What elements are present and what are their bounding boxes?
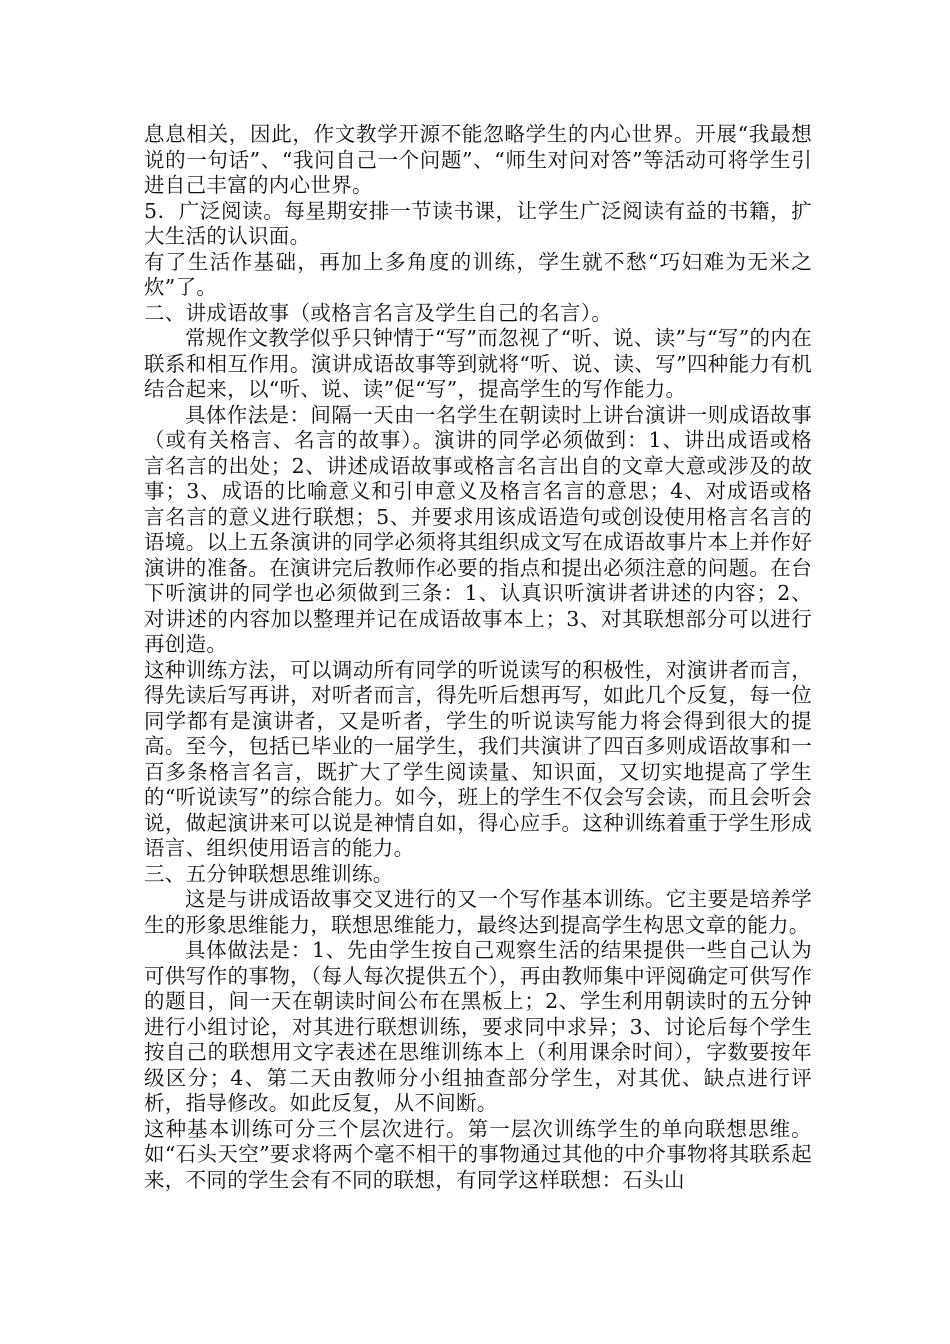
paragraph-three-levels: 这种基本训练可分三个层次进行。第一层次训练学生的单向联想思维。如“石头天空”要求将两个毫不相干的事物通过其他的中介事物将其联系起来，不同的学生会有不同的联想，有同学这样联想：石头山 (144, 1116, 812, 1192)
paragraph-association-method: 具体做法是：1、先由学生按自己观察生活的结果提供一些自己认为可供写作的事物，（每人每次提供五个），再由教师集中评阅确定可供写作的题目，间一天在朝读时间公布在黑板上；2、学生利用朝读时的五分钟进行小组讨论，对其进行联想训练，要求同中求异；3、讨论后每个学生按自己的联想用文字表述在思维训练本上（利用课余时间），字数要按年级区分；4、第二天由教师分小组抽查部分学生，对其优、缺点进行评析，指导修改。如此反复，从不间断。 (144, 938, 812, 1115)
document-body (144, 122, 812, 1193)
paragraph-life-foundation: 有了生活作基础，再加上多角度的训练，学生就不愁“巧妇难为无米之炊”了。 (144, 249, 812, 299)
paragraph-speech-method: 具体作法是：间隔一天由一名学生在朝读时上讲台演讲一则成语故事（或有关格言、名言的故事）。演讲的同学必须做到：1、讲出成语或格言名言的出处；2、讲述成语故事或格言名言出自的文章大意或涉及的故事；3、成语的比喻意义和引申意义及格言名言的意思；4、对成语或格言名言的意义进行联想；5、并要求用该成语造句或创设使用格言名言的语境。以上五条演讲的同学必须将其组织成文写在成语故事片本上并作好演讲的准备。在演讲完后教师作必要的指点和提出必须注意的问题。在台下听演讲的同学也必须做到三条：1、认真识听演讲者讲述的内容；2、对讲述的内容加以整理并记在成语故事本上；3、对其联想部分可以进行再创造。 (144, 402, 812, 656)
paragraph-wide-reading: 5．广泛阅读。每星期安排一节读书课，让学生广泛阅读有益的书籍，扩大生活的认识面。 (144, 198, 812, 248)
paragraph-training-effect: 这种训练方法，可以调动所有同学的听说读写的积极性，对演讲者而言，得先读后写再讲，对听者而言，得先听后想再写，如此几个反复，每一位同学都有是演讲者，又是听者，学生的听说读写能力将会得到很大的提高。至今，包括已毕业的一届学生，我们共演讲了四百多则成语故事和一百多条格言名言，既扩大了学生阅读量、知识面，又切实地提高了学生的“听说读写”的综合能力。如今，班上的学生不仅会写会读，而且会听会说，做起演讲来可以说是神情自如，得心应手。这种训练着重于学生形成语言、组织使用语言的能力。 (144, 657, 812, 860)
section-heading-association-training: 三、五分钟联想思维训练。 (144, 861, 394, 886)
section-heading-idiom-stories: 二、讲成语故事（或格言名言及学生自己的名言）。 (144, 300, 613, 325)
paragraph-association-intro: 这是与讲成语故事交叉进行的又一个写作基本训练。它主要是培养学生的形象思维能力，联想思维能力，最终达到提高学生构思文章的能力。 (144, 887, 812, 937)
paragraph-inner-world: 息息相关，因此，作文教学开源不能忽略学生的内心世界。开展“我最想说的一句话”、“我问自己一个问题”、“师生对问对答”等活动可将学生引进自己丰富的内心世界。 (144, 122, 812, 197)
paragraph-listen-speak-read-write: 常规作文教学似乎只钟情于“写”而忽视了“听、说、读”与“写”的内在联系和相互作用。演讲成语故事等到就将“听、说、读、写”四种能力有机结合起来，以“听、说、读”促“写”，提高学生的写作能力。 (144, 326, 812, 401)
